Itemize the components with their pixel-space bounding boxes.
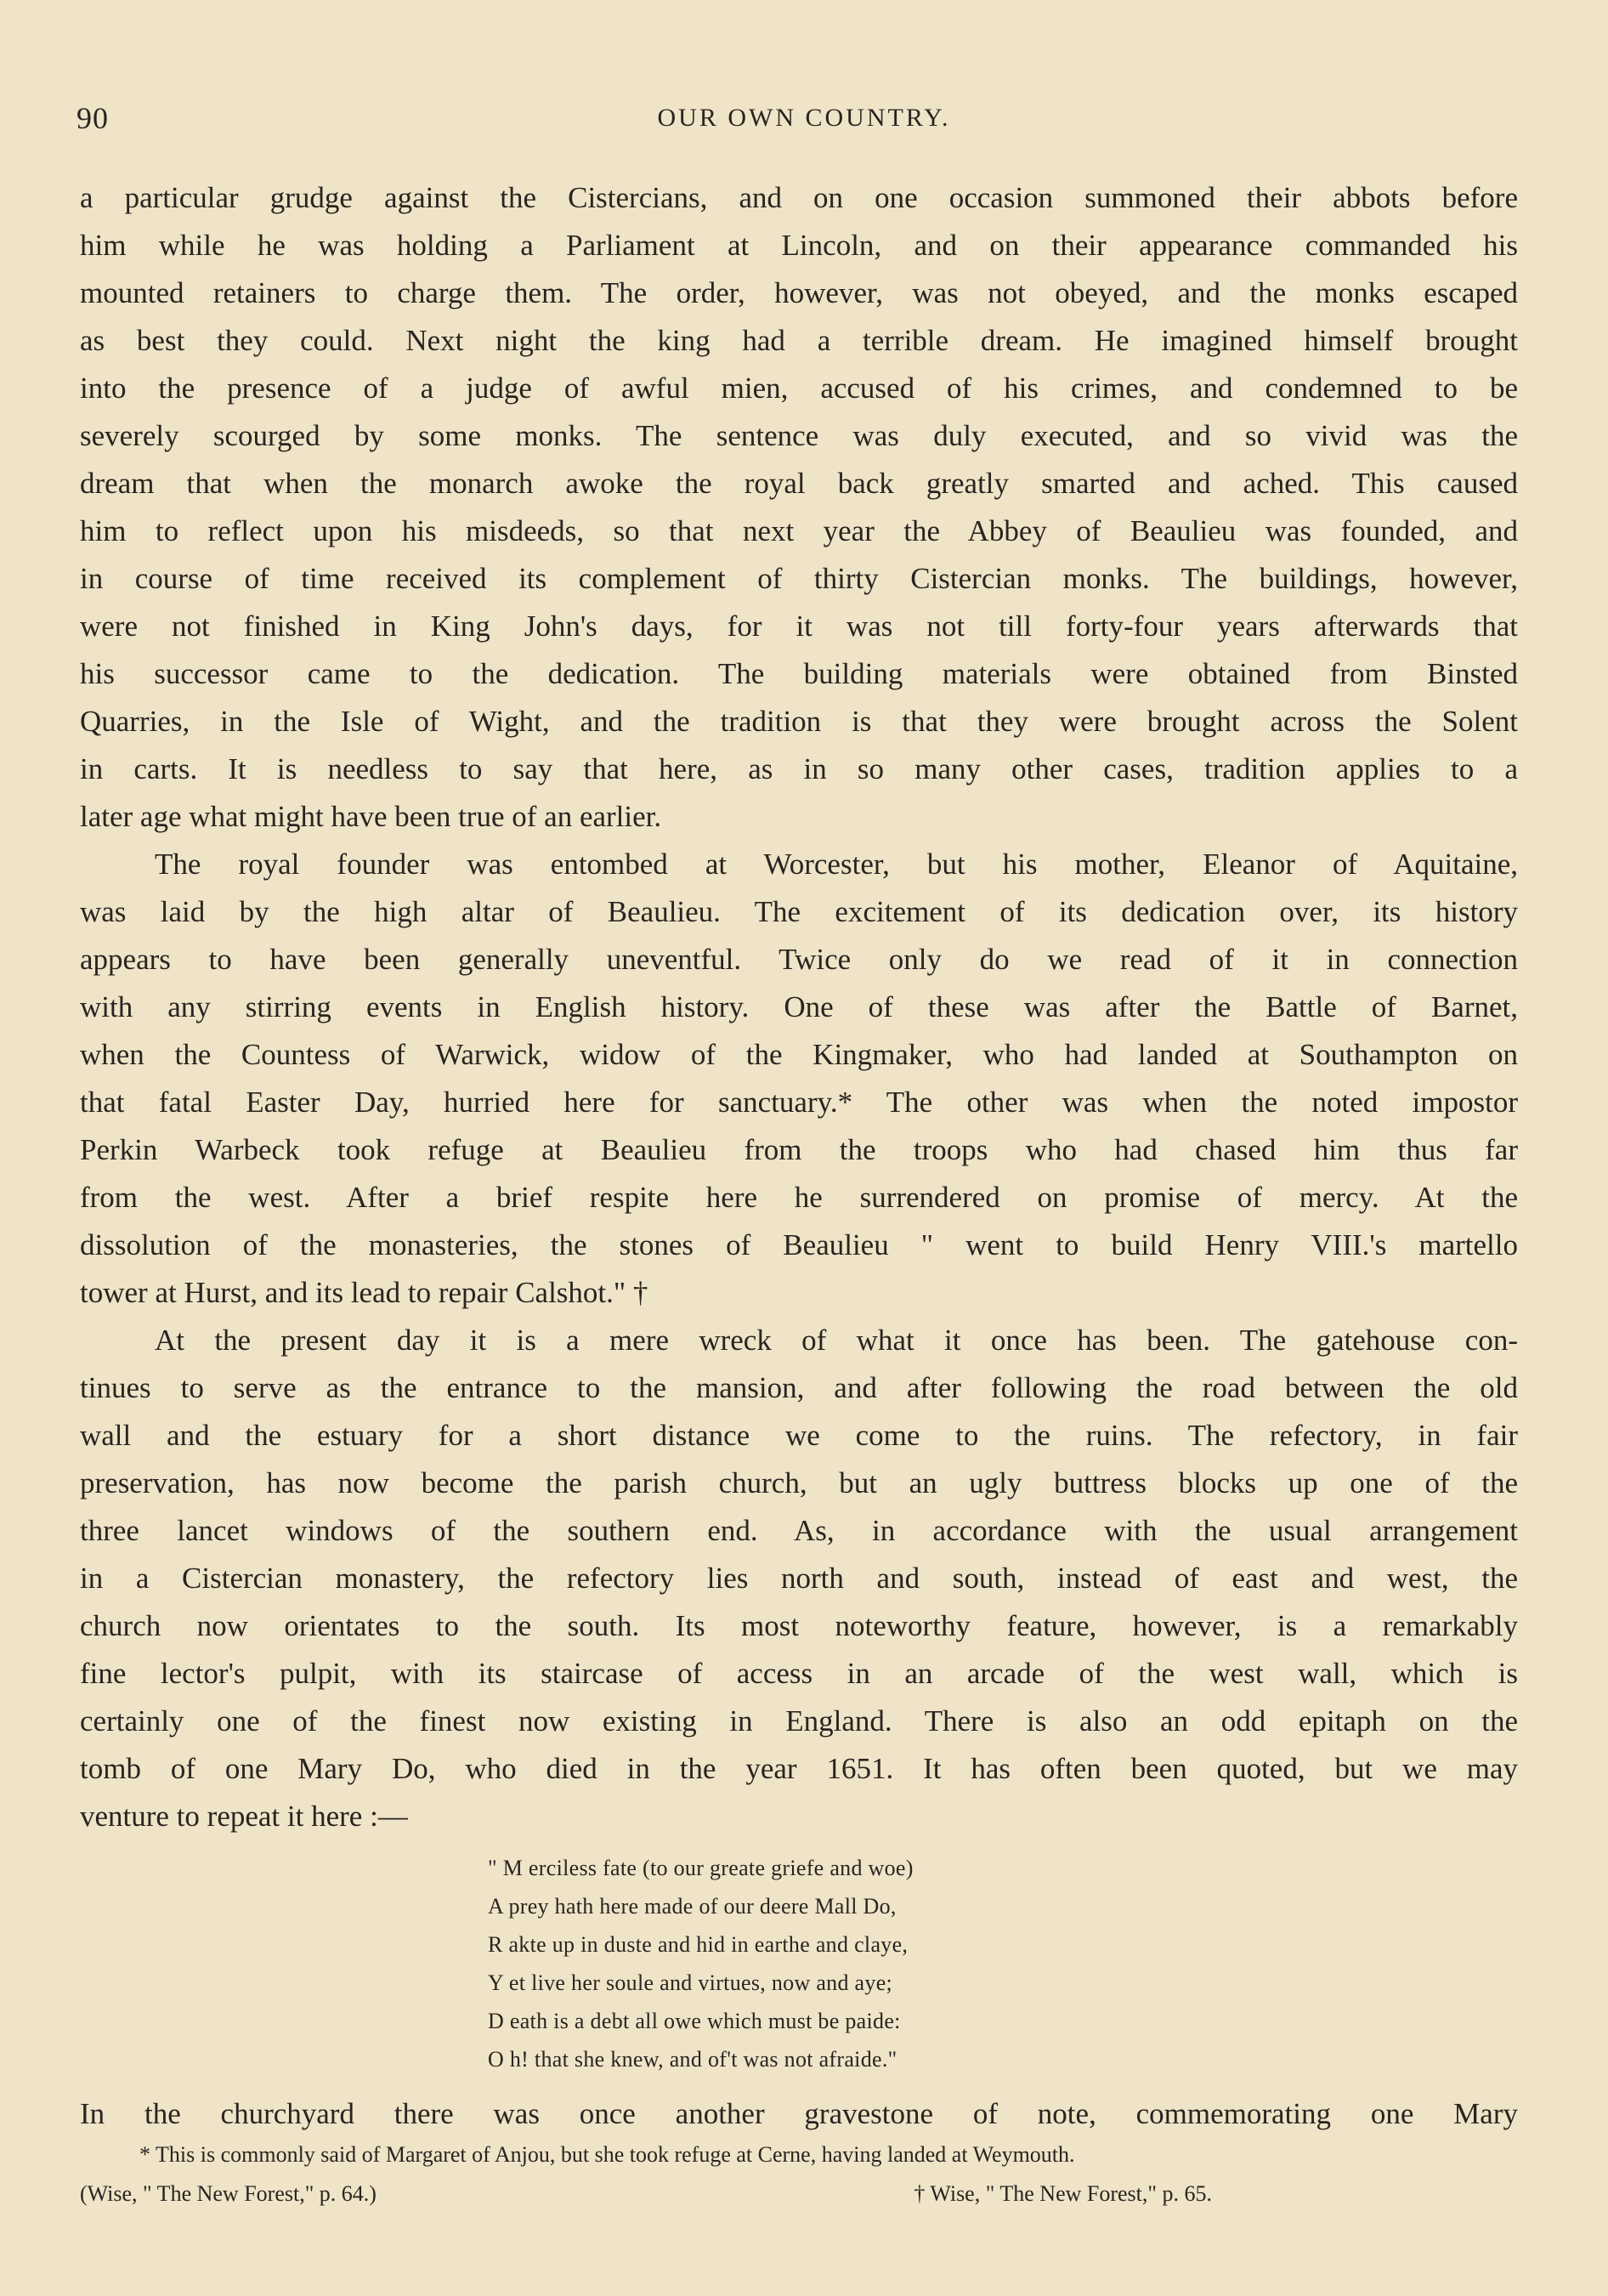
text-line: into the presence of a judge of awful mien, accused of his crimes, and condemned to be [80, 371, 1518, 405]
text-line: preservation, has now become the parish church, but an ugly buttress blocks up one of the [80, 1466, 1518, 1499]
text-line: in course of time received its complement of thirty Cistercian monks. The buildings, however, [80, 562, 1518, 595]
text-line: wall and the estuary for a short distance we come to the ruins. The refectory, in fair [80, 1419, 1518, 1452]
poem-line: D eath is a debt all owe which must be paide: [488, 2009, 901, 2033]
text-line: mounted retainers to charge them. The order, however, was not obeyed, and the monks escaped [80, 276, 1518, 309]
poem-line: Y et live her soule and virtues, now and aye; [488, 1970, 893, 1995]
text-line: tinues to serve as the entrance to the mansion, and after following the road between the old [80, 1371, 1518, 1404]
text-line: dream that when the monarch awoke the royal back greatly smarted and ached. This caused [80, 467, 1518, 500]
text-line: in carts. It is needless to say that here, as in so many other cases, tradition applies to a [80, 752, 1518, 785]
footnotes [80, 2135, 1518, 2214]
text-line: him while he was holding a Parliament at Lincoln, and on their appearance commanded his [80, 229, 1518, 262]
text-line: his successor came to the dedication. The building materials were obtained from Binsted [80, 657, 1518, 690]
footnote-first: * This is commonly said of Margaret of Anjou, but she took refuge at Cerne, having landed at Weymouth. [139, 2142, 1075, 2167]
text-line: three lancet windows of the southern end. As, in accordance with the usual arrangement [80, 1514, 1518, 1547]
text-line: later age what might have been true of an earlier. [80, 800, 662, 833]
text-line: from the west. After a brief respite here he surrendered on promise of mercy. At the [80, 1181, 1518, 1214]
footnote-second: † Wise, " The New Forest," p. 65. [914, 2181, 1212, 2206]
body-text [80, 174, 1518, 2138]
text-line: tower at Hurst, and its lead to repair Calshot." † [80, 1276, 648, 1309]
text-line: with any stirring events in English history. One of these was after the Battle of Barnet, [80, 990, 1518, 1023]
text-line: a particular grudge against the Cistercians, and on one occasion summoned their abbots before [80, 181, 1518, 214]
text-line: In the churchyard there was once another gravestone of note, commemorating one Mary [80, 2097, 1518, 2130]
text-line: fine lector's pulpit, with its staircase of access in an arcade of the west wall, which is [80, 1657, 1518, 1690]
text-line: The royal founder was entombed at Worcester, but his mother, Eleanor of Aquitaine, [155, 848, 1518, 881]
text-line: dissolution of the monasteries, the stones of Beaulieu " went to build Henry VIII.'s martello [80, 1228, 1518, 1261]
epitaph-poem [488, 1849, 1518, 2078]
poem-line: A prey hath here made of our deere Mall Do, [488, 1894, 897, 1919]
text-line: At the present day it is a mere wreck of what it once has been. The gatehouse con- [155, 1324, 1518, 1357]
text-line: appears to have been generally uneventful. Twice only do we read of it in connection [80, 943, 1518, 976]
text-line: severely scourged by some monks. The sentence was duly executed, and so vivid was the [80, 419, 1518, 452]
running-title: OUR OWN COUNTRY. [657, 104, 951, 132]
text-line: church now orientates to the south. Its most noteworthy feature, however, is a remarkably [80, 1609, 1518, 1642]
text-line: that fatal Easter Day, hurried here for sanctuary.* The other was when the noted impostor [80, 1086, 1518, 1119]
page-header [76, 100, 1532, 151]
text-line: certainly one of the finest now existing in England. There is also an odd epitaph on the [80, 1704, 1518, 1738]
text-line: tomb of one Mary Do, who died in the year 1651. It has often been quoted, but we may [80, 1752, 1518, 1785]
text-line: were not finished in King John's days, for it was not till forty-four years afterwards that [80, 609, 1518, 643]
text-line: Quarries, in the Isle of Wight, and the tradition is that they were brought across the Solent [80, 705, 1518, 738]
text-line: as best they could. Next night the king had a terrible dream. He imagined himself brought [80, 324, 1518, 357]
footnote-first-continued: (Wise, " The New Forest," p. 64.) [80, 2181, 377, 2206]
page-number: 90 [76, 101, 109, 135]
text-line: when the Countess of Warwick, widow of the Kingmaker, who had landed at Southampton on [80, 1038, 1518, 1071]
text-line: him to reflect upon his misdeeds, so that next year the Abbey of Beaulieu was founded, and [80, 514, 1518, 547]
poem-line: R akte up in duste and hid in earthe and claye, [488, 1932, 909, 1957]
text-line: in a Cistercian monastery, the refectory lies north and south, instead of east and west, the [80, 1562, 1518, 1595]
poem-line: O h! that she knew, and of't was not afraide." [488, 2047, 897, 2072]
text-line: venture to repeat it here :— [80, 1800, 408, 1833]
poem-line: " M erciless fate (to our greate griefe and woe) [488, 1856, 914, 1880]
text-line: was laid by the high altar of Beaulieu. The excitement of its dedication over, its history [80, 895, 1518, 928]
text-line: Perkin Warbeck took refuge at Beaulieu from the troops who had chased him thus far [80, 1133, 1518, 1166]
